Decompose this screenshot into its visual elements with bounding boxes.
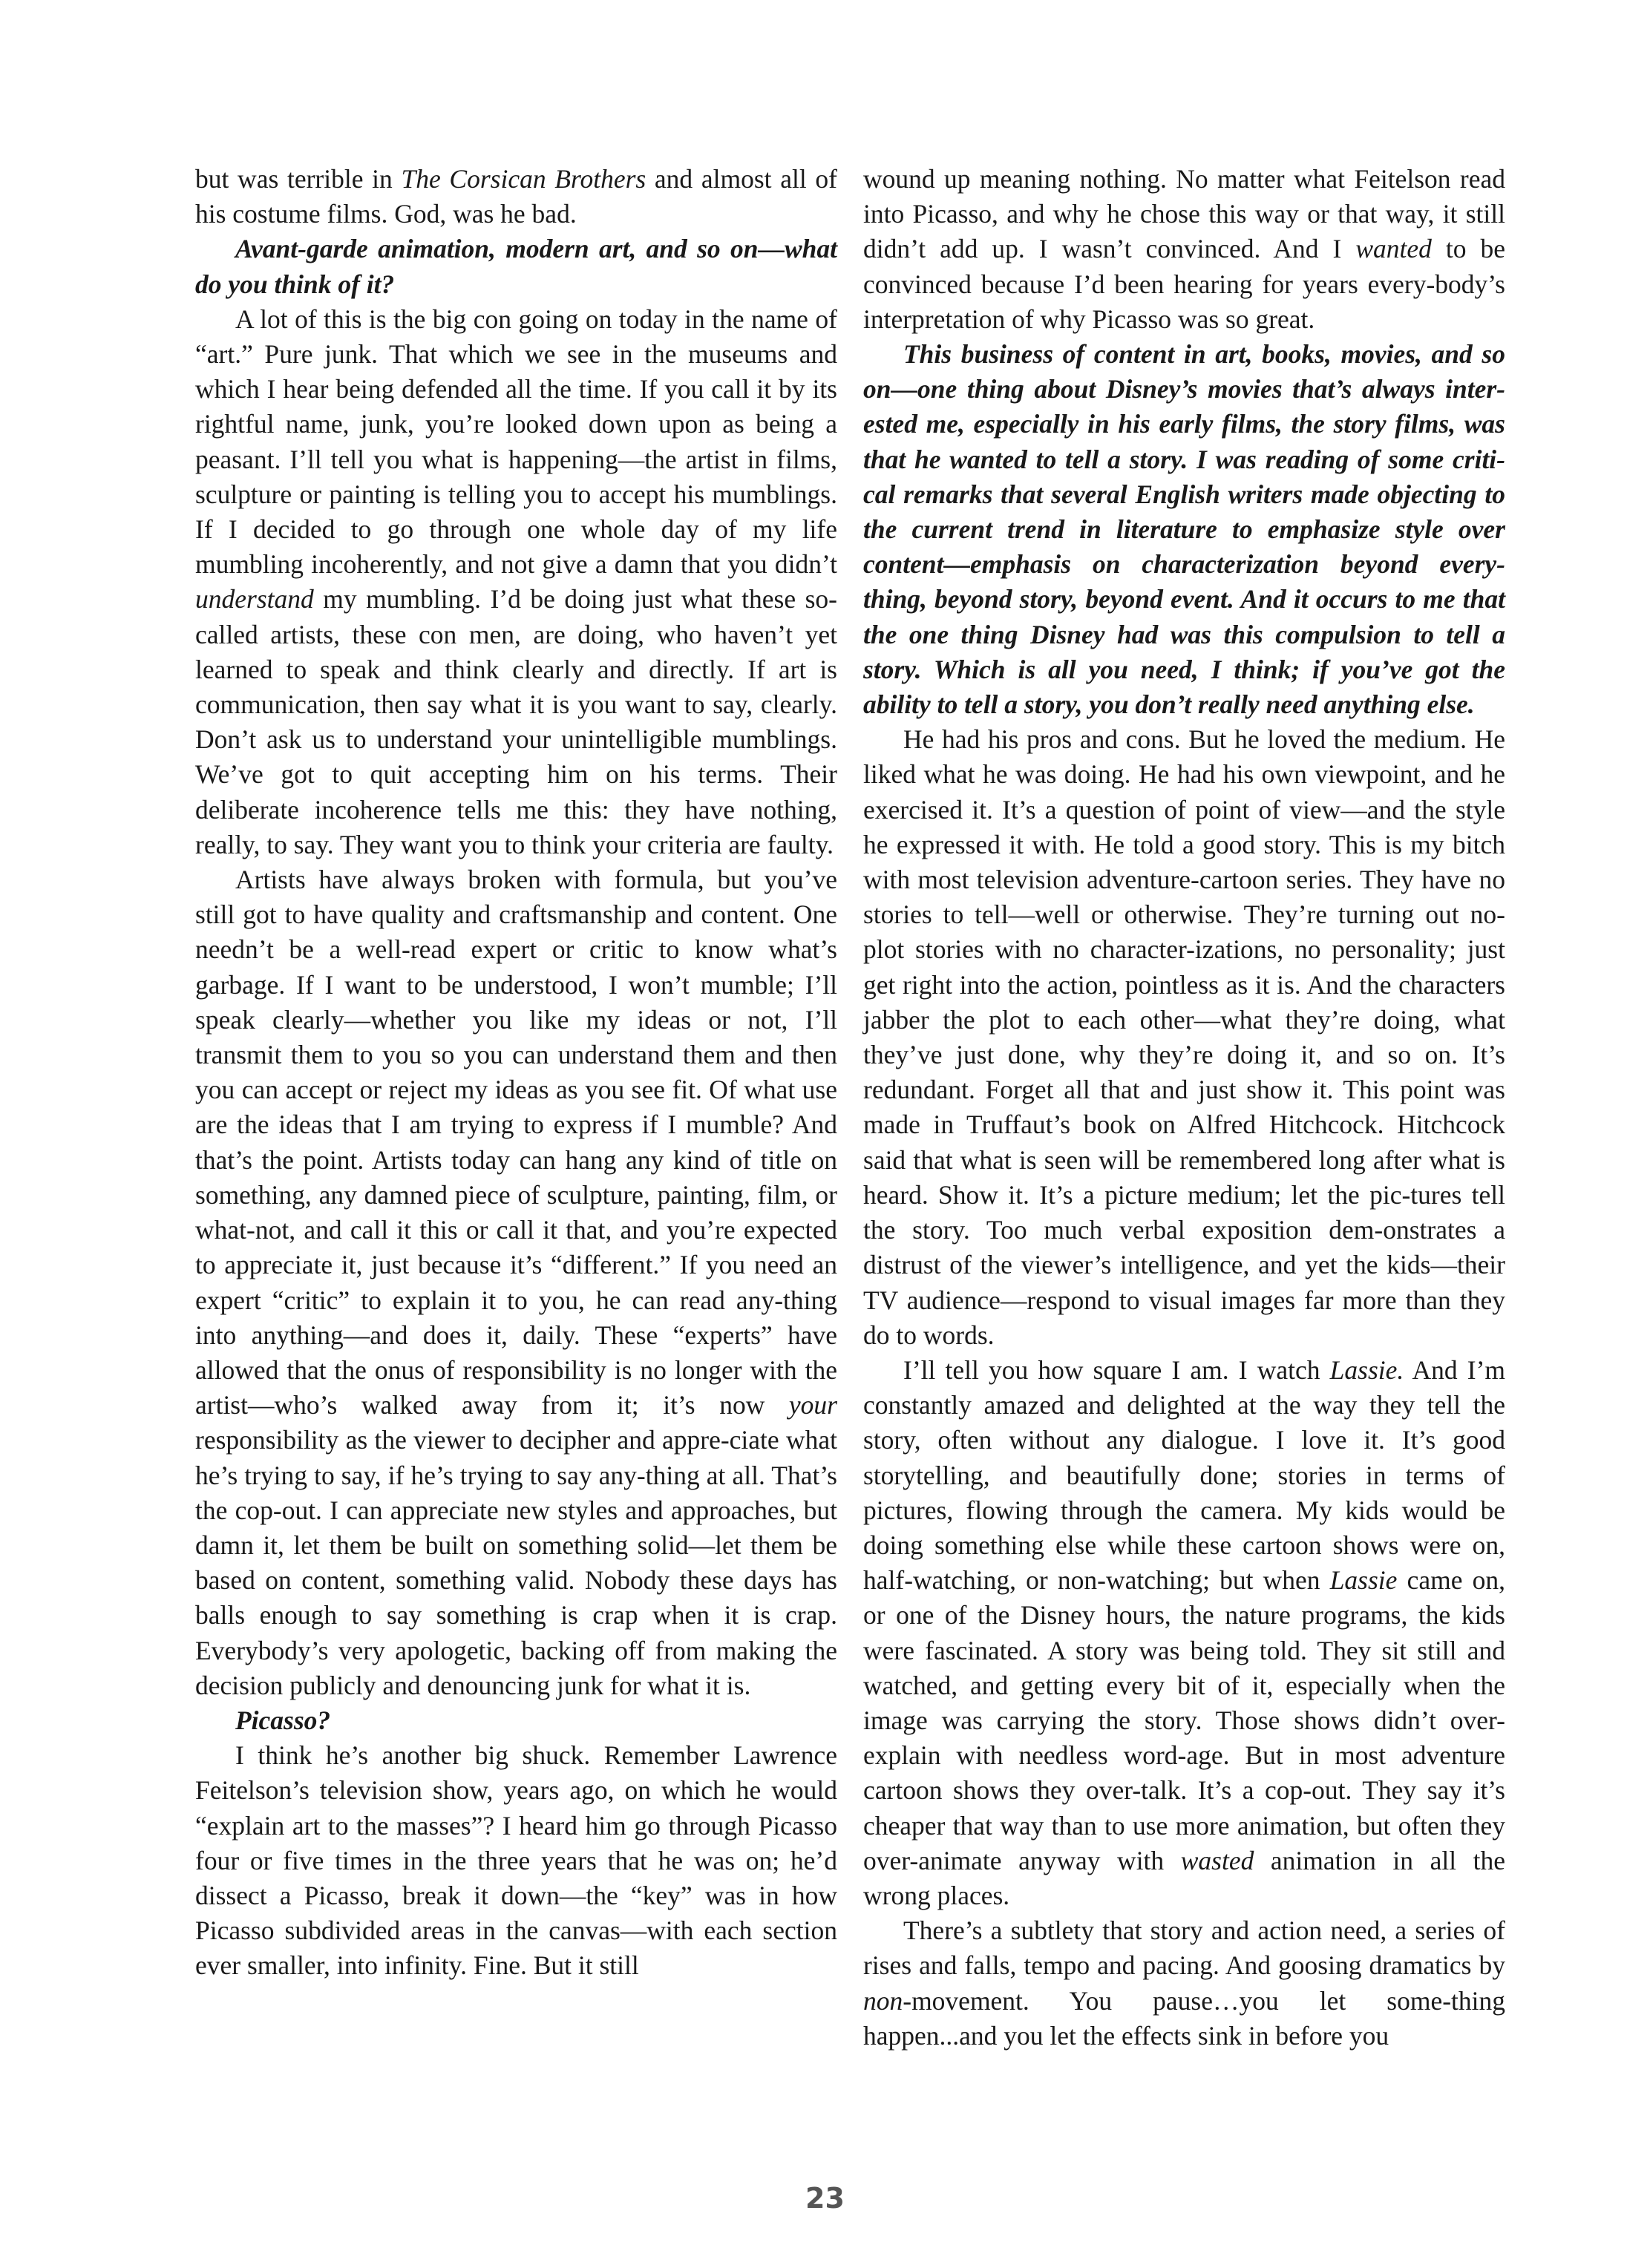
interview-question: Picasso? xyxy=(235,1705,331,1735)
left-column xyxy=(195,162,837,1984)
interview-question: Avant-garde animation, modern art, and so on—what do you think of it? xyxy=(195,234,837,299)
film-title: The Corsican Brothers xyxy=(401,164,646,194)
paragraph: wound up meaning nothing. No matter what Feitelson read into Picasso, and why he chose this way or that way, it still didn’t add up. I wasn’t convinced. And I wanted to be convinced because I’d been hearing for years every-body’s interpretation of why Picasso was so great. xyxy=(863,164,1505,334)
paragraph: but was terrible in The Corsican Brothers and almost all of his costume films. God, was he bad. xyxy=(195,164,837,229)
right-column xyxy=(863,162,1505,2054)
paragraph: I’ll tell you how square I am. I watch Lassie. And I’m constantly amazed and delighted at the way they tell the story, often without any dialogue. I love it. It’s good storytelling, and beautifully done; stories in terms of pictures, flowing through the camera. My kids would be doing something else while these cartoon shows were on, half-watching, or non-watching; but when Lassie came on, or one of the Disney hours, the nature programs, the kids were fascinated. A story was being told. They sit still and watched, and getting every bit of it, especially when the image was carrying the story. Those shows didn’t over-explain with needless word-age. But in most adventure cartoon shows they over-talk. It’s a cop-out. They say it’s cheaper that way than to use more animation, but often they over-animate anyway with wasted animation in all the wrong places. xyxy=(863,1354,1506,1910)
paragraph: He had his pros and cons. But he loved the medium. He liked what he was doing. He had his own viewpoint, and he exercised it. It’s a question of point of view—and the style he expressed it with. He told a good story. This is my bitch with most television adventure-cartoon series. They have no stories to tell—well or otherwise. They’re turning out no-plot stories with no character-izations, no personality; just get right into the action, pointless as it is. And the characters jabber the plot to each other—what they’re doing, what they’ve just done, why they’re doing it, and so on. It’s redundant. Forget all that and just show it. This point was made in Truffaut’s book on Alfred Hitchcock. Hitchcock said that what is seen will be remembered long after what is heard. Show it. It’s a picture medium; let the pic-tures tell the story. Too much verbal exposition dem-onstrates a distrust of the viewer’s intelligence, and yet the kids—their TV audience—respond to visual images far more than they do to words. xyxy=(863,724,1505,1350)
paragraph: There’s a subtlety that story and action need, a series of rises and falls, tempo and pacing. And goosing dramatics by non-movement. You pause…you let some-thing happen...and you let the effects sink in before you xyxy=(863,1915,1505,2051)
page-number: 23 xyxy=(805,2182,845,2215)
paragraph: Artists have always broken with formula, but you’ve still got to have quality and craftsmanship and content. One needn’t be a well-read expert or critic to know what’s garbage. If I want to be understood, I won’t mumble; I’ll speak clearly—whether you like my ideas or not, I’ll transmit them to you so you can understand them and then you can accept or reject my ideas as you see fit. Of what use are the ideas that I am trying to express if I mumble? And that’s the point. Artists today can hang any kind of title on something, any damned piece of sculpture, painting, film, or what-not, and call it this or call it that, and you’re expected to appreciate it, just because it’s “different.” If you need an expert “critic” to explain it to you, he can read any-thing into anything—and does it, daily. These “experts” have allowed that the onus of responsibility is no longer with the artist—who’s walked away from it; it’s now your responsibility as the viewer to decipher and appre-ciate what he’s trying to say, if he’s trying to say any-thing at all. That’s the cop-out. I can appreciate new styles and approaches, but damn it, let them be built on something solid—let them be based on content, something valid. Nobody these days has balls enough to say something is crap when it is crap. Everybody’s very apologetic, backing off from making the decision publicly and denouncing junk for what it is. xyxy=(195,865,837,1700)
paragraph: A lot of this is the big con going on today in the name of “art.” Pure junk. That which we see in the museums and which I hear being defended all the time. If you call it by its rightful name, junk, you’re looked down upon as being a peasant. I’ll tell you what is happening—the artist in films, sculpture or painting is telling you to accept his mumblings. If I decided to go through one whole day of my life mumbling incoherently, and not give a damn that you didn’t understand my mumbling. I’d be doing just what these so-called artists, these con men, are doing, who haven’t yet learned to speak and think clearly and directly. If art is communication, then say what it is you want to say, clearly. Don’t ask us to understand your unintelligible mumblings. We’ve got to quit accepting him on his terms. Their deliberate incoherence tells me this: they have nothing, really, to say. They want you to think your criteria are faulty. xyxy=(195,304,837,859)
interview-question: This business of content in art, books, movies, and so on—one thing about Disney’s movies that’s always inter-ested me, especially in his early films, the story films, was that he wanted to tell a story. I was reading of some criti-cal remarks that several English writers made objecting to the current trend in literature to emphasize style over content—emphasis on characterization beyond every-thing, beyond story, beyond event. And it occurs to me that the one thing Disney had was this compulsion to tell a story. Which is all you need, I think; if you’ve got the ability to tell a story, you don’t really need anything else. xyxy=(863,339,1505,720)
paragraph: I think he’s another big shuck. Remember Lawrence Feitelson’s television show, years ago, on which he would “explain art to the masses”? I heard him go through Picasso four or five times in the three years that he was on; he’d dissect a Picasso, break it down—the “key” was in how Picasso subdivided areas in the canvas—with each section ever smaller, into infinity. Fine. But it still xyxy=(195,1740,837,1981)
